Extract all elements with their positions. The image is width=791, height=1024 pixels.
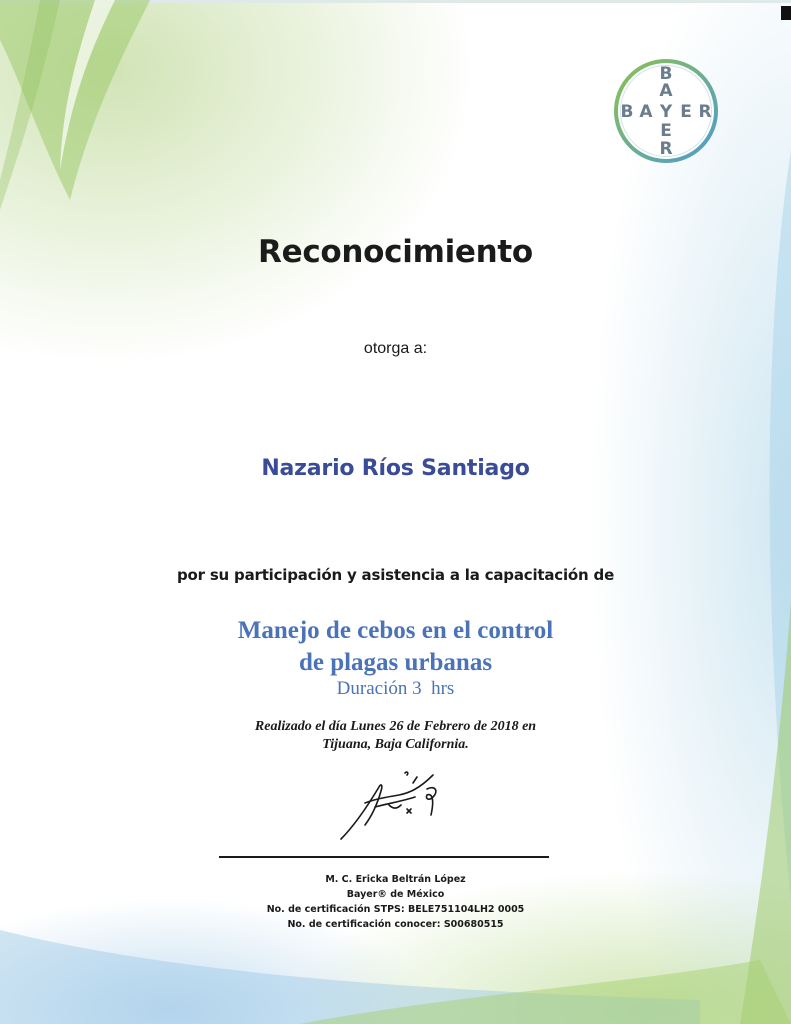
logo-letter-e-right: E	[680, 102, 692, 122]
recipient-name: Nazario Ríos Santiago	[261, 456, 530, 481]
logo-letter-a-top: A	[659, 81, 673, 101]
scan-edge-mark	[781, 6, 791, 20]
logo-letter-y-center: Y	[659, 102, 673, 122]
logo-letter-r-bottom: R	[659, 139, 673, 159]
logo-letter-b-top: B	[659, 64, 673, 84]
date-line-1: Realizado el día Lunes 26 de Febrero de 2018 en	[254, 719, 537, 734]
logo-letter-r-right: R	[698, 102, 712, 122]
certificate-title: Reconocimiento	[258, 234, 533, 270]
participation-line: por su participación y asistencia a la capacitación de	[176, 566, 615, 584]
signature-line	[219, 856, 549, 858]
signer-company: Bayer® de México	[346, 889, 445, 900]
logo-letter-b-left: B	[620, 102, 634, 122]
date-line-2: Tijuana, Baja California.	[322, 737, 469, 752]
course-duration: Duración 3 hrs	[336, 678, 455, 699]
course-title	[0, 615, 791, 679]
course-title-line-2: de plagas urbanas	[298, 649, 493, 676]
signer-stps-certification: No. de certificación STPS: BELE751104LH2 0005	[266, 904, 525, 915]
signer-conocer-certification: No. de certificación conocer: S00680515	[287, 919, 504, 930]
event-date-location	[0, 718, 791, 754]
signer-name: M. C. Ericka Beltrán López	[325, 874, 466, 885]
signer-block	[0, 872, 791, 932]
bayer-cross-logo	[612, 57, 720, 165]
course-title-line-1: Manejo de cebos en el control	[237, 617, 554, 644]
logo-letter-a-left: A	[639, 102, 653, 122]
grant-line: otorga a:	[363, 340, 428, 357]
handwritten-signature	[335, 765, 450, 845]
logo-letter-e-bottom: E	[660, 121, 672, 141]
